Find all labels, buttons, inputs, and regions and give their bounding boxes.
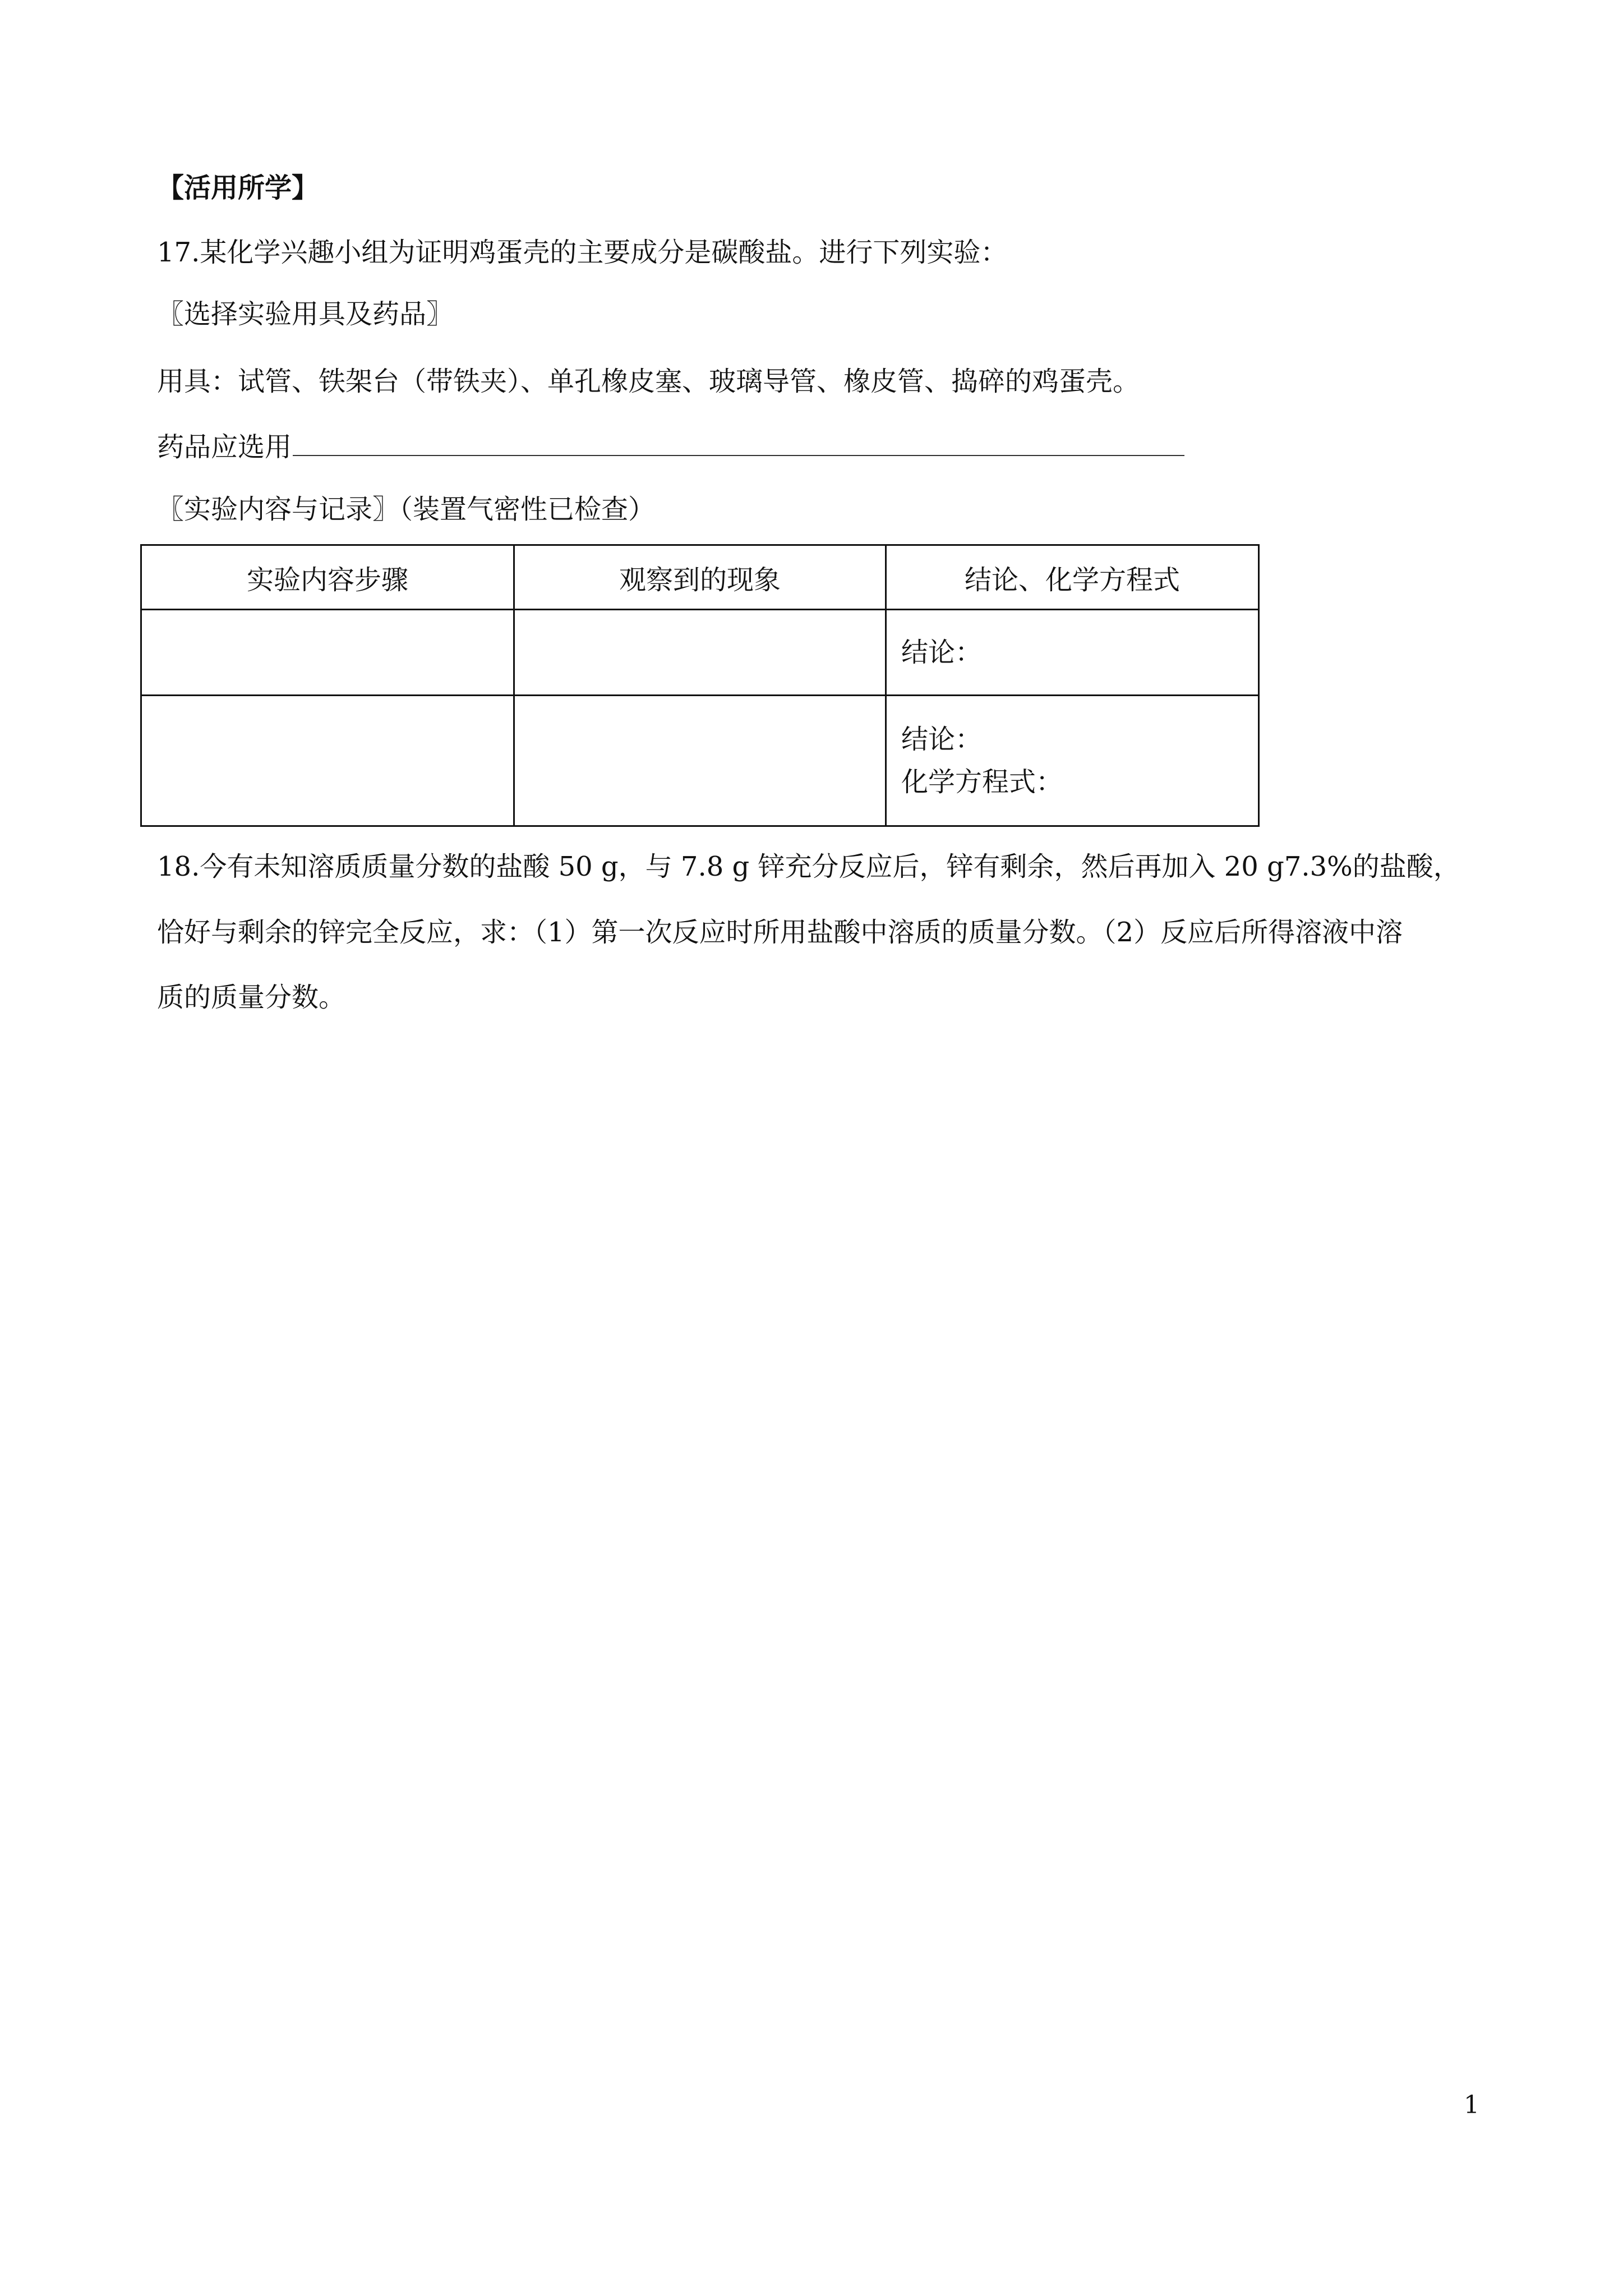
- header-steps: 实验内容步骤: [141, 545, 514, 610]
- row1-steps-cell: [141, 610, 514, 696]
- row1-conclusion-label: 结论：: [901, 637, 982, 668]
- row2-equation-label: 化学方程式：: [901, 766, 1063, 798]
- question-18-line-1: 18.今有未知溶质质量分数的盐酸 50 g，与 7.8 g 锌充分反应后，锌有剩余，然后再加入 20 g7.3%的盐酸，: [157, 851, 1460, 882]
- drug-answer-blank: [293, 429, 1184, 456]
- question-18-line-3: 质的质量分数。: [157, 982, 346, 1013]
- tools-list: 用具：试管、铁架台（带铁夹）、单孔橡皮塞、玻璃导管、橡皮管、捣碎的鸡蛋壳。: [157, 366, 1140, 397]
- row2-steps-cell: [141, 696, 514, 826]
- page-number: 1: [1464, 2091, 1479, 2119]
- section-title: 【活用所学】: [157, 172, 319, 204]
- drug-fill-line: [157, 429, 1184, 464]
- header-phenomena: 观察到的现象: [514, 545, 886, 610]
- select-materials-heading: 〖选择实验用具及药品〗: [157, 298, 454, 330]
- question-17-intro: 17.某化学兴趣小组为证明鸡蛋壳的主要成分是碳酸盐。进行下列实验：: [157, 237, 1008, 268]
- row1-phenomena-cell: [514, 610, 886, 696]
- question-18-line-2: 恰好与剩余的锌完全反应，求：（1）第一次反应时所用盐酸中溶质的质量分数。（2）反应后所得溶液中溶: [157, 917, 1403, 948]
- row2-conclusion-cell: [886, 696, 1258, 826]
- row2-conclusion-label: 结论：: [901, 724, 982, 755]
- table-header-row: [141, 545, 1259, 610]
- row2-phenomena-cell: [514, 696, 886, 826]
- table-row: [141, 696, 1259, 826]
- header-conclusion: 结论、化学方程式: [886, 545, 1258, 610]
- drug-label: 药品应选用: [157, 431, 292, 463]
- record-heading: 〖实验内容与记录〗（装置气密性已检查）: [157, 494, 656, 525]
- experiment-record-table: [140, 544, 1260, 827]
- table-row: [141, 610, 1259, 696]
- row1-conclusion-cell: [886, 610, 1258, 696]
